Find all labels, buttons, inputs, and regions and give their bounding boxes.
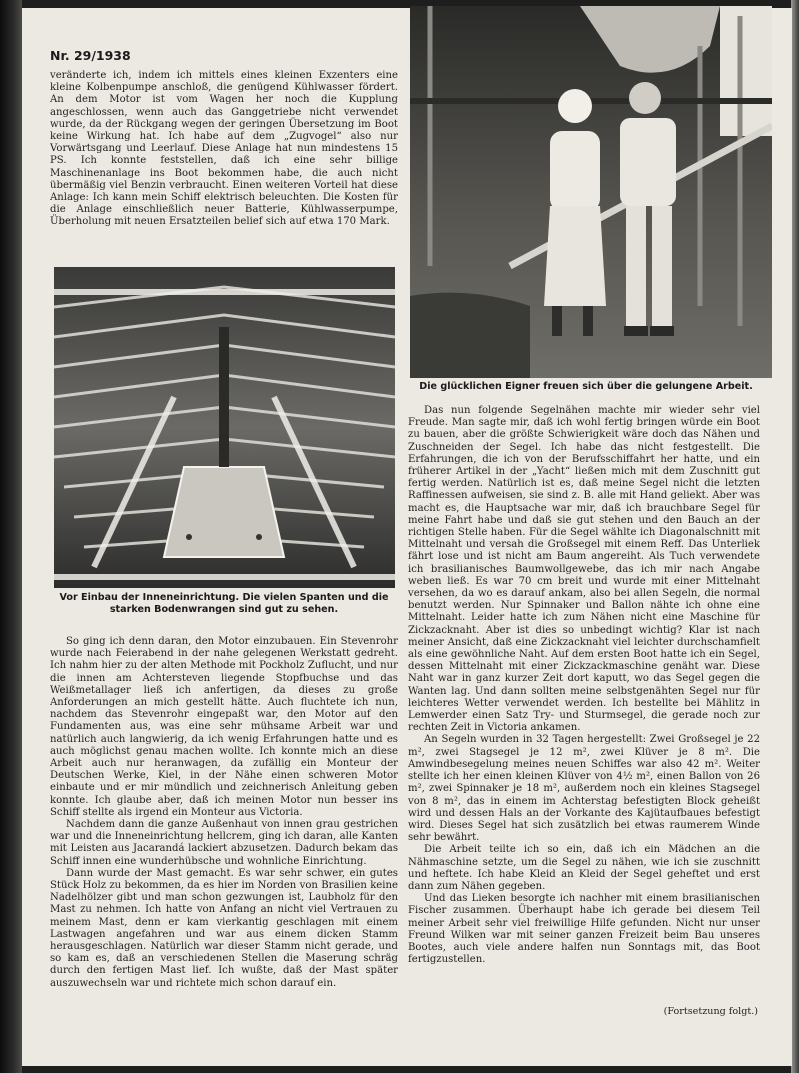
interior-photo-caption: Vor Einbau der Inneneinrichtung. Die vielen Spanten und die starken Bodenwrangen sind gut zu sehen. <box>59 592 389 615</box>
paragraph: Nachdem dann die ganze Außenhaut von innen grau gestrichen war und die Inneneinrichtung hellcrem, ging ich daran, alle Kanten mit Leisten aus Jacarandá lackiert abzusetzen. Dadurch bekam das Schiff innen eine wunderhübsche und wohnliche Einrichtung. <box>50 819 398 867</box>
paragraph: Das nun folgende Segelnähen machte mir wieder sehr viel Freude. Man sagte mir, daß ich wohl fertig bringen würde ein Boot zu bauen, aber die größte Schwierigkeit wäre doch das Nähen und Zuschneiden der Segel. Ich habe das nicht festgestellt. Die Erfahrungen, die ich von der Berufsschiffahrt her hatte, und ein früherer Artikel in der „Yacht“ ließen mich mit dem Zuschnitt gut fertig werden. Natürlich ist es, daß meine Segel nicht die letzten Raffinessen aufweisen, sie sind z. B. alle mit Hand geliekt. Aber was macht es, die Hauptsache war mir, daß ich brauchbare Segel für meine Fahrt habe und daß sie gut stehen und den Bauch an der richtigen Stelle haben. Für die Segel wählte ich Diagonalschnitt mit Mittelnaht und versah die Großsegel mit einem Reff. Das Unterliek fährt lose und ist nicht am Baum angereiht. Als Tuch verwendete ich brasilianisches Baumwollgewebe, das ich mir nach Angabe weben ließ. Es war 70 cm breit und wurde mit einer Mittelnaht versehen, da wo es darauf ankam, also bei allen Segeln, die normal benutzt werden. Nur Spinnaker und Ballon nähte ich ohne eine Mittelnaht. Leider hatte ich zum Nähen nicht eine Maschine für Zickzacknaht. Aber ist dies so unbedingt wichtig? Klar ist nach meiner Ansicht, daß eine Zickzacknaht viel leichter durchschamfielt als eine gewöhnliche Naht. Auf dem ersten Boot hatte ich ein Segel, dessen Mittelnaht mit einer Zickzackmaschine genäht war. Diese Naht war in ganz kurzer Zeit dort kaputt, wo das Segel gegen die Wanten lag. Und dann sollten meine selbstgenähten Segel nur für leichteres Wetter verwendet werden. Ich bestellte bei Mählitz in Lemwerder einen Satz Try- und Sturmsegel, die gerade noch zur rechten Zeit in Victoria ankamen. <box>408 405 760 734</box>
owners-photo-caption: Die glücklichen Eigner freuen sich über die gelungene Arbeit. <box>419 381 753 392</box>
book-spine-shadow <box>0 0 22 1073</box>
article-column-left-bottom <box>50 636 398 1020</box>
page-edge-shadow <box>791 0 799 1073</box>
paragraph: So ging ich denn daran, den Motor einzubauen. Ein Stevenrohr wurde nach Feierabend in der nahe gelegenen Werkstatt gedreht. Ich nahm hier zu der alten Methode mit Pockholz Zuflucht, und nur die innen am Achtersteven liegende Stopfbuchse und das Weißmetallager ließ ich anfertigen, da dieses zu große Anforderungen an mich gestellt hätte. Auch fluchtete ich nun, nachdem das Stevenrohr eingepaßt war, den Motor auf den Fundamenten aus, was eine sehr mühsame Arbeit war und natürlich auch langwierig, da ich wenig Erfahrungen hatte und es auch möglichst genau machen wollte. Ich konnte mich an diese Arbeit auch nur heranwagen, da zufällig ein Monteur der Deutschen Werke, Kiel, in der Nähe einen schweren Motor einbaute und er mir mündlich und zeichnerisch Anleitung geben konnte. Ich glaube aber, daß ich meinen Motor nun besser ins Schiff stellte als irgend ein Monteur aus Victoria. <box>50 636 398 818</box>
article-column-left-top <box>50 70 398 252</box>
paragraph: Und das Lieken besorgte ich nachher mit einem brasilianischen Fischer zusammen. Überhaupt habe ich gerade bei diesem Teil meiner Arbeit sehr viel freiwillige Hilfe gefunden. Nicht nur unser Freund Wilken war mit seiner ganzen Freizeit beim Bau unseres Bootes, auch viele andere halfen nun Sonntags mit, das Boot fertigzustellen. <box>408 893 760 966</box>
paragraph: Die Arbeit teilte ich so ein, daß ich ein Mädchen an die Nähmaschine setzte, um die Segel zu nähen, wie ich sie zuschnitt und heftete. Ich habe Kleid an Kleid der Segel geheftet und erst dann zum Nähen gegeben. <box>408 844 760 892</box>
paragraph: veränderte ich, indem ich mittels eines kleinen Exzenters eine kleine Kolbenpumpe anschloß, die genügend Kühlwasser fördert. An dem Motor ist vom Wagen her noch die Kupplung angeschlossen, wenn auch das Ganggetriebe nicht verwendet wurde, da der Rückgang wegen der geringen Übersetzung im Boot keine Wirkung hat. Ich habe auf dem „Zugvogel“ also nur Vorwärtsgang und Leerlauf. Diese Anlage hat nun mindestens 15 PS. Ich konnte feststellen, daß ich eine sehr billige Maschinenanlage ins Boot bekommen habe, die auch nicht übermäßig viel Benzin verbraucht. Einen weiteren Vorteil hat diese Anlage: Ich kann mein Schiff elektrisch beleuchten. Die Kosten für die Anlage einschließlich neuer Batterie, Kühlwasserpumpe, Überholung mit neuen Ersatzteilen belief sich auf etwa 170 Mark. <box>50 70 398 228</box>
paragraph: An Segeln wurden in 32 Tagen hergestellt: Zwei Großsegel je 22 m², zwei Stagsegel je 12 m², zwei Klüver je 8 m². Die Amwindbesegelung meines neuen Schiffes war also 42 m². Weiter stellte ich her einen kleinen Klüver von 4½ m², einen Ballon von 26 m², zwei Spinnaker je 18 m², außerdem noch ein kleines Stagsegel von 8 m², das in einem im Achterstag befestigten Block geheißt wird und dessen Hals an der Vorkante des Kajütaufbaues befestigt wird. Dieses Segel hat sich zusätzlich bei etwas raumerem Winde sehr bewährt. <box>408 734 760 844</box>
boat-interior-photo <box>54 267 395 588</box>
continuation-note: (Fortsetzung folgt.) <box>663 1006 758 1017</box>
owners-photo <box>410 6 772 378</box>
article-column-right <box>408 405 760 1017</box>
issue-number: Nr. 29/1938 <box>50 48 131 63</box>
paragraph: Dann wurde der Mast gemacht. Es war sehr schwer, ein gutes Stück Holz zu bekommen, da es hier im Norden von Brasilien keine Nadelhölzer gibt und man schon gezwungen ist, Laubholz für den Mast zu nehmen. Ich hatte von Anfang an nicht viel Vertrauen zu meinem Mast, denn er kam vierkantig geschlagen mit einem Lastwagen angefahren und war aus einem dicken Stamm herausgeschlagen. Natürlich war dieser Stamm nicht gerade, und so kam es, daß an verschiedenen Stellen die Maserung schräg durch den fertigen Mast lief. Ich wußte, daß der Mast später auszuwechseln war und richtete mich schon darauf ein. <box>50 867 398 989</box>
